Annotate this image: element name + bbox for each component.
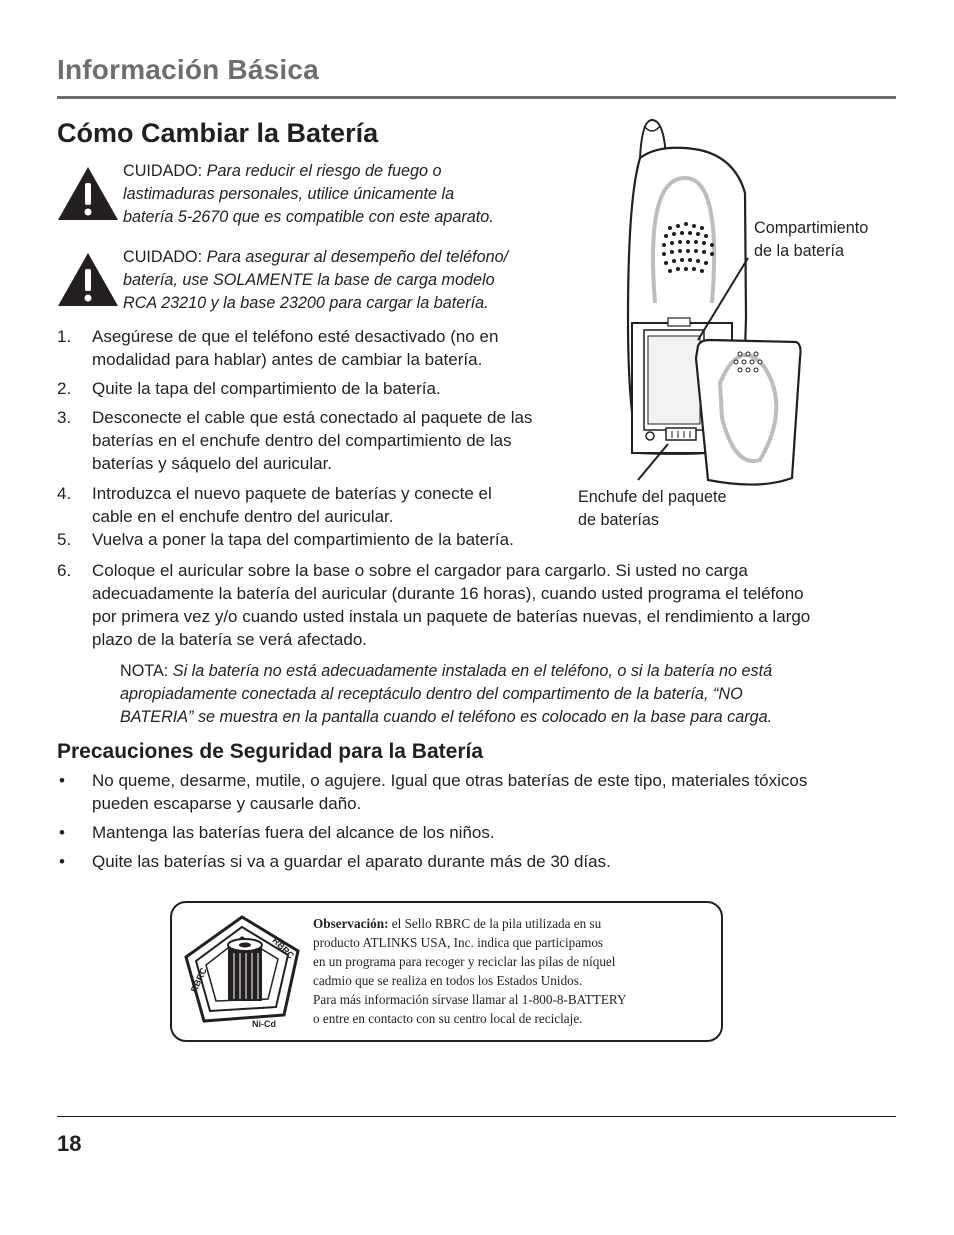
callout-line: de baterías bbox=[578, 511, 659, 529]
rbrc-line: o entre en contacto con su centro local de reciclaje. bbox=[313, 1011, 583, 1026]
caution-line: Para asegurar al desempeño del teléfono/ bbox=[206, 248, 509, 266]
bullet-line: pueden escaparse y causarle daño. bbox=[92, 794, 362, 813]
step-text bbox=[92, 482, 492, 528]
caution-text bbox=[123, 160, 553, 229]
step-number: 3. bbox=[57, 408, 72, 427]
seal-left-text: RBRC bbox=[188, 966, 209, 994]
seal-top-text: RBRC bbox=[270, 935, 297, 961]
step-text bbox=[92, 528, 514, 551]
bullet-glyph: • bbox=[59, 852, 65, 871]
warning-triangle-icon bbox=[57, 165, 119, 221]
rbrc-notice-box bbox=[170, 901, 723, 1042]
callout-line: de la batería bbox=[754, 242, 844, 260]
step-text bbox=[92, 559, 810, 651]
rbrc-line: Para más información sírvase llamar al 1-800-8-BATTERY bbox=[313, 992, 627, 1007]
warning-triangle-icon bbox=[57, 251, 119, 307]
note-line: apropiadamente conectada al receptáculo dentro del compartimento de la batería, “NO bbox=[120, 685, 743, 703]
header-rule bbox=[57, 96, 896, 99]
step-number: 4. bbox=[57, 484, 72, 503]
step-line: por primera vez y/o cuando usted instala un paquete de baterías nuevas, el rendimiento a largo bbox=[92, 607, 811, 626]
step-number: 2. bbox=[57, 379, 72, 398]
caution-text bbox=[123, 246, 553, 315]
note-line: BATERIA” se muestra en la pantalla cuando el teléfono es colocado en la base para carga. bbox=[120, 708, 773, 726]
step-line: adecuadamente la batería del auricular (durante 16 horas), cuando usted programa el teléfono bbox=[92, 584, 804, 603]
step-line: Introduzca el nuevo paquete de baterías y conecte el bbox=[92, 484, 492, 503]
callout-battery-compartment bbox=[754, 217, 868, 263]
step-line: modalidad para hablar) antes de cambiar la batería. bbox=[92, 350, 483, 369]
caution-label: CUIDADO: bbox=[123, 162, 203, 180]
caution-label: CUIDADO: bbox=[123, 248, 203, 266]
step-number: 6. bbox=[57, 561, 72, 580]
step-number: 1. bbox=[57, 327, 72, 346]
rbrc-recycling-seal-icon bbox=[180, 911, 305, 1033]
page-number: 18 bbox=[57, 1131, 82, 1156]
caution-line: batería, use SOLAMENTE la base de carga modelo bbox=[123, 271, 495, 289]
step-line: cable en el enchufe dentro del auricular. bbox=[92, 507, 394, 526]
step-line: baterías y sáquelo del auricular. bbox=[92, 454, 333, 473]
step-line: Asegúrese de que el teléfono esté desactivado (no en bbox=[92, 327, 499, 346]
step-line: Desconecte el cable que está conectado al paquete de las bbox=[92, 408, 533, 427]
note-line: Si la batería no está adecuadamente instalada en el teléfono, o si la batería no está bbox=[172, 662, 773, 680]
step-text bbox=[92, 406, 532, 475]
bullet-text bbox=[92, 769, 807, 815]
step-text bbox=[92, 377, 441, 400]
page-heading: Cómo Cambiar la Batería bbox=[57, 118, 379, 148]
section-title: Información Básica bbox=[57, 54, 319, 85]
step-line: Coloque el auricular sobre la base o sobre el cargador para cargarlo. Si usted no carga bbox=[92, 561, 748, 580]
rbrc-line: producto ATLINKS USA, Inc. indica que participamos bbox=[313, 935, 604, 950]
note-block bbox=[120, 660, 840, 729]
step-line: Vuelva a poner la tapa del compartimiento de la batería. bbox=[92, 530, 514, 549]
step-line: baterías en el enchufe dentro del compartimiento de las bbox=[92, 431, 512, 450]
bullet-line: Quite las baterías si va a guardar el aparato durante más de 30 días. bbox=[92, 852, 611, 871]
rbrc-line: el Sello RBRC de la pila utilizada en su bbox=[391, 916, 602, 931]
rbrc-notice-text bbox=[313, 914, 713, 1028]
seal-bottom-text: Ni-Cd bbox=[252, 1019, 276, 1029]
cordless-handset-illustration bbox=[600, 118, 810, 493]
bullet-glyph: • bbox=[59, 823, 65, 842]
rbrc-line: en un programa para recoger y reciclar las pilas de níquel bbox=[313, 954, 616, 969]
bullet-text bbox=[92, 821, 495, 844]
bullet-text bbox=[92, 850, 611, 873]
callout-line: Enchufe del paquete bbox=[578, 488, 727, 506]
bullet-line: Mantenga las baterías fuera del alcance de los niños. bbox=[92, 823, 495, 842]
rbrc-line: cadmio que se realiza en todos los Estados Unidos. bbox=[313, 973, 583, 988]
step-line: plazo de la batería se verá afectado. bbox=[92, 630, 368, 649]
caution-line: RCA 23210 y la base 23200 para cargar la batería. bbox=[123, 294, 489, 312]
caution-line: Para reducir el riesgo de fuego o bbox=[206, 162, 442, 180]
step-text bbox=[92, 325, 498, 371]
rbrc-label: Observación: bbox=[313, 916, 389, 931]
caution-line: lastimaduras personales, utilice únicamente la bbox=[123, 185, 455, 203]
bullet-line: No queme, desarme, mutile, o agujere. Igual que otras baterías de este tipo, materiales tóxicos bbox=[92, 771, 808, 790]
note-label: NOTA: bbox=[120, 662, 169, 680]
callout-line: Compartimiento bbox=[754, 219, 869, 237]
step-number: 5. bbox=[57, 530, 72, 549]
callout-battery-plug bbox=[578, 486, 727, 532]
caution-line: batería 5-2670 que es compatible con este aparato. bbox=[123, 208, 494, 226]
step-line: Quite la tapa del compartimiento de la batería. bbox=[92, 379, 441, 398]
footer-rule bbox=[57, 1116, 896, 1117]
safety-heading: Precauciones de Seguridad para la Batería bbox=[57, 740, 484, 763]
bullet-glyph: • bbox=[59, 771, 65, 790]
